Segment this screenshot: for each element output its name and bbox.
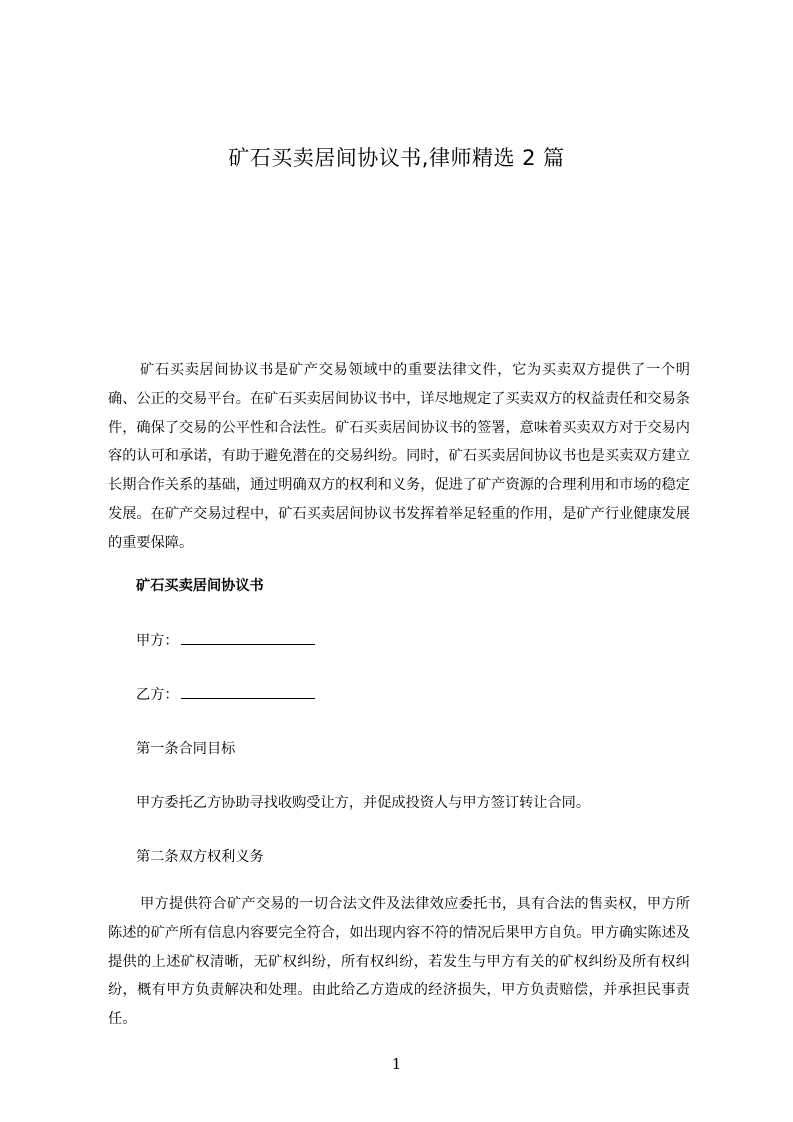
page-number: 1 xyxy=(391,1055,402,1073)
party-b-line xyxy=(136,684,315,704)
party-a-blank xyxy=(181,630,315,645)
article2-title: 第二条双方权利义务 xyxy=(136,849,264,865)
document-title: 矿石买卖居间协议书,律师精选 2 篇 xyxy=(228,146,565,170)
article1-text: 甲方委托乙方协助寻找收购受让方，并促成投资人与甲方签订转让合同。 xyxy=(136,795,591,811)
section-heading: 矿石买卖居间协议书 xyxy=(136,578,264,594)
party-b-label: 乙方： xyxy=(136,687,179,703)
party-a-line xyxy=(136,630,315,650)
party-b-blank xyxy=(181,684,315,699)
party-a-label: 甲方： xyxy=(136,633,179,649)
intro-paragraph: 矿石买卖居间协议书是矿产交易领域中的重要法律文件，它为买卖双方提供了一个明确、公正的交易平台。在矿石买卖居间协议书中，详尽地规定了买卖双方的权益责任和交易条件，确保了交易的公平性和合法性。矿石买卖居间协议书的签署，意味着买卖双方对于交易内容的认可和承诺，有助于避免潜在的交易纠纷。同时，矿石买卖居间协议书也是买卖双方建立长期合作关系的基础，通过明确双方的权利和义务，促进了矿产资源的合理利用和市场的稳定发展。在矿产交易过程中，矿石买卖居间协议书发挥着举足轻重的作用，是矿产行业健康发展的重要保障。 xyxy=(108,362,690,551)
article2-paragraph: 甲方提供符合矿产交易的一切合法文件及法律效应委托书，具有合法的售卖权，甲方所陈述的矿产所有信息内容要完全符合，如出现内容不符的情况后果甲方自负。甲方确实陈述及提供的上述矿权清晰，无矿权纠纷，所有权纠纷，若发生与甲方有关的矿权纠纷及所有权纠纷，概有甲方负责解决和处理。由此给乙方造成的经济损失，甲方负责赔偿，并承担民事责任。 xyxy=(108,896,690,1028)
article1-title: 第一条合同目标 xyxy=(136,741,236,757)
